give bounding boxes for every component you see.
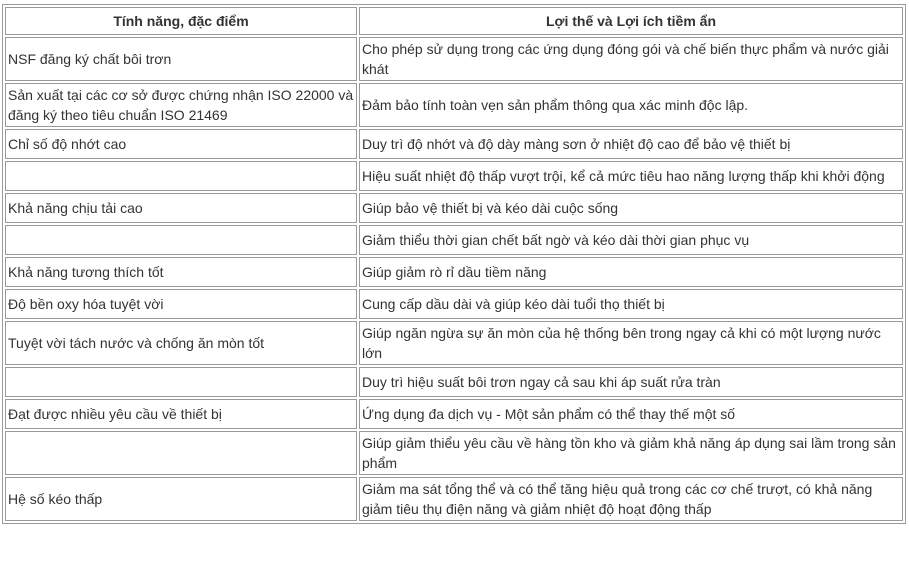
feature-cell <box>5 431 357 475</box>
table-header-row <box>5 7 903 35</box>
table-row <box>5 289 903 319</box>
features-table-container <box>2 4 906 524</box>
table-row <box>5 399 903 429</box>
table-row <box>5 83 903 127</box>
table-row <box>5 129 903 159</box>
table-row <box>5 321 903 365</box>
benefit-cell: Đảm bảo tính toàn vẹn sản phẩm thông qua xác minh độc lập. <box>359 83 903 127</box>
benefit-cell: Giúp bảo vệ thiết bị và kéo dài cuộc sống <box>359 193 903 223</box>
feature-cell: Khả năng tương thích tốt <box>5 257 357 287</box>
benefit-cell: Duy trì hiệu suất bôi trơn ngay cả sau khi áp suất rửa tràn <box>359 367 903 397</box>
benefit-cell: Giúp giảm rò rỉ dầu tiềm năng <box>359 257 903 287</box>
benefit-cell: Giảm ma sát tổng thể và có thể tăng hiệu quả trong các cơ chế trượt, có khả năng giảm tiêu thụ điện năng và giảm nhiệt độ hoạt động thấp <box>359 477 903 521</box>
header-features: Tính năng, đặc điểm <box>5 7 357 35</box>
feature-cell: Tuyệt vời tách nước và chống ăn mòn tốt <box>5 321 357 365</box>
benefit-cell: Cung cấp dầu dài và giúp kéo dài tuổi thọ thiết bị <box>359 289 903 319</box>
feature-cell <box>5 161 357 191</box>
table-row <box>5 161 903 191</box>
table-row <box>5 37 903 81</box>
table-row <box>5 367 903 397</box>
feature-cell: NSF đăng ký chất bôi trơn <box>5 37 357 81</box>
benefit-cell: Ứng dụng đa dịch vụ - Một sản phẩm có thể thay thế một số <box>359 399 903 429</box>
feature-cell <box>5 225 357 255</box>
benefit-cell: Cho phép sử dụng trong các ứng dụng đóng gói và chế biến thực phẩm và nước giải khát <box>359 37 903 81</box>
table-row <box>5 431 903 475</box>
features-benefits-table <box>2 4 906 524</box>
benefit-cell: Giúp ngăn ngừa sự ăn mòn của hệ thống bên trong ngay cả khi có một lượng nước lớn <box>359 321 903 365</box>
benefit-cell: Duy trì độ nhớt và độ dày màng sơn ở nhiệt độ cao để bảo vệ thiết bị <box>359 129 903 159</box>
feature-cell: Hệ số kéo thấp <box>5 477 357 521</box>
table-row <box>5 225 903 255</box>
feature-cell: Khả năng chịu tải cao <box>5 193 357 223</box>
benefit-cell: Giảm thiểu thời gian chết bất ngờ và kéo dài thời gian phục vụ <box>359 225 903 255</box>
table-row <box>5 477 903 521</box>
feature-cell: Đạt được nhiều yêu cầu về thiết bị <box>5 399 357 429</box>
benefit-cell: Giúp giảm thiểu yêu cầu về hàng tồn kho và giảm khả năng áp dụng sai lầm trong sản phẩm <box>359 431 903 475</box>
feature-cell: Sản xuất tại các cơ sở được chứng nhận ISO 22000 và đăng ký theo tiêu chuẩn ISO 21469 <box>5 83 357 127</box>
feature-cell <box>5 367 357 397</box>
header-benefits: Lợi thế và Lợi ích tiềm ẩn <box>359 7 903 35</box>
feature-cell: Độ bền oxy hóa tuyệt vời <box>5 289 357 319</box>
feature-cell: Chỉ số độ nhớt cao <box>5 129 357 159</box>
benefit-cell: Hiệu suất nhiệt độ thấp vượt trội, kể cả mức tiêu hao năng lượng thấp khi khởi động <box>359 161 903 191</box>
table-row <box>5 257 903 287</box>
table-row <box>5 193 903 223</box>
